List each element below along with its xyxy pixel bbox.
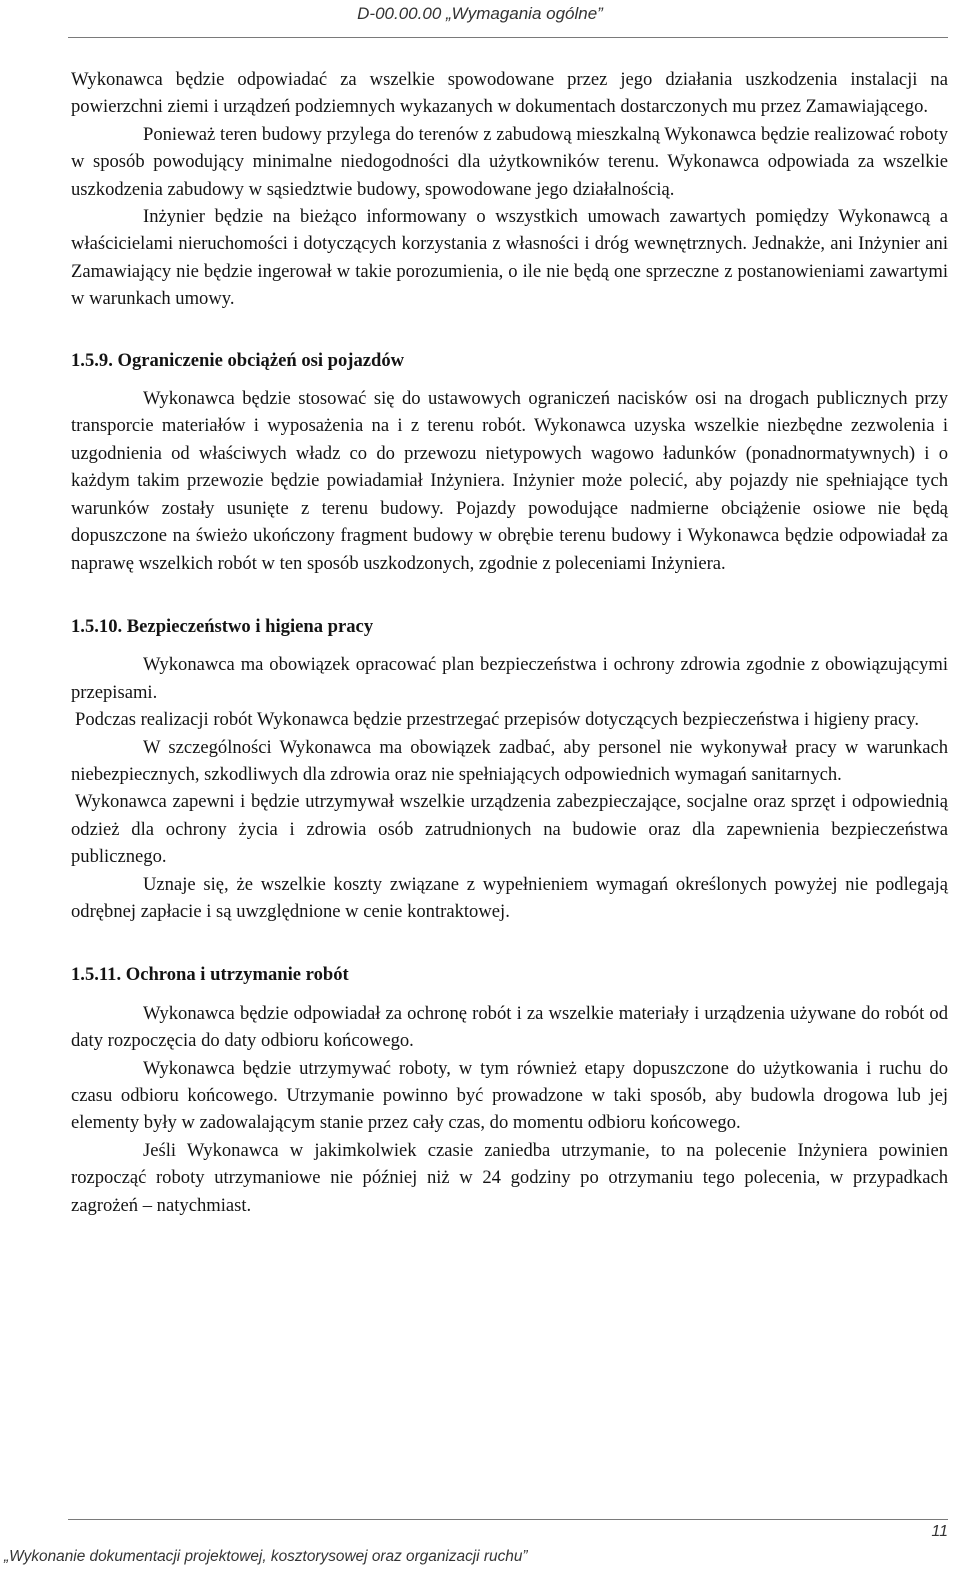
intro-paragraph-2: Ponieważ teren budowy przylega do terenów z zabudową mieszkalną Wykonawca będzie realizować roboty w sposób powodujący minimalne niedogodności dla użytkowników terenu. Wykonawca odpowiada za wszelkie uszkodzenia zabudowy w sąsiedztwie budowy, spowodowane jego działalnością. — [71, 123, 948, 200]
section-1-5-11-paragraph-2: Wykonawca będzie utrzymywać roboty, w tym również etapy dopuszczone do użytkowania i ruchu do czasu odbioru końcowego. Utrzymanie powinno być prowadzone w taki sposób, aby budowla drogowa lub jej elementy były w zadowalającym stanie przez cały czas, do momentu odbioru końcowego. — [71, 1057, 948, 1134]
section-1-5-11-paragraph-1: Wykonawca będzie odpowiadał za ochronę robót i za wszelkie materiały i urządzenia używane do robót od daty rozpoczęcia do daty odbioru końcowego. — [71, 1002, 948, 1052]
footer-divider — [68, 1519, 948, 1520]
section-1-5-10-paragraph-1: Wykonawca ma obowiązek opracować plan bezpieczeństwa i ochrony zdrowia zgodnie z obowiązującymi przepisami. — [71, 654, 948, 703]
section-1-5-11-paragraph-3: Jeśli Wykonawca w jakimkolwiek czasie zaniedba utrzymanie, to na polecenie Inżyniera powinien rozpocząć roboty utrzymaniowe nie później niż w 24 godziny po otrzymaniu tego polecenia, w przypadkach zagrożeń – natychmiast. — [71, 1139, 948, 1216]
section-1-5-10-paragraph-5: Uznaje się, że wszelkie koszty związane z wypełnieniem wymagań określonych powyżej nie podlegają odrębnej zapłacie i są uwzględnione w cenie kontraktowej. — [71, 873, 948, 922]
section-heading-1-5-10: 1.5.10. Bezpieczeństwo i higiena pracy — [71, 615, 374, 637]
section-1-5-9-paragraph: Wykonawca będzie stosować się do ustawowych ograniczeń nacisków osi na drogach publicznych przy transporcie materiałów i wyposażenia na i z terenu robót. Wykonawca uzyska wszelkie niezbędne zezwolenia i uzgodnienia od właściwych władz co do przewozu nietypowych wagowo ładunków (ponadnormatywnych) i o każdym takim przewozie będzie powiadamiał Inżyniera. Inżynier może polecić, aby pojazdy nie spełniające tych warunków zostały usunięte z terenu budowy. Pojazdy powodujące nadmierne obciążenie osiowe nie będą dopuszczone na świeżo ukończony fragment budowy w obrębie terenu budowy i Wykonawca będzie odpowiadał za naprawę wszelkich robót w ten sposób uszkodzonych, zgodnie z poleceniami Inżyniera. — [71, 388, 948, 574]
page-number: 11 — [931, 1523, 948, 1540]
section-heading-1-5-9: 1.5.9. Ograniczenie obciążeń osi pojazdów — [71, 349, 405, 371]
section-1-5-10-paragraph-4: Wykonawca zapewni i będzie utrzymywał wszelkie urządzenia zabezpieczające, socjalne oraz sprzęt i odpowiednią odzież dla ochrony życia i zdrowia osób zatrudnionych na budowie oraz dla zapewnienia bezpieczeństwa publicznego. — [71, 791, 948, 868]
header-divider — [68, 37, 948, 38]
intro-paragraph-3: Inżynier będzie na bieżąco informowany o wszystkich umowach zawartych pomiędzy Wykonawcą a właścicielami nieruchomości i dotyczących korzystania z własności i dróg wewnętrznych. Jednakże, ani Inżynier ani Zamawiający nie będzie ingerował w takie porozumienia, o ile nie będą one sprzeczne z postanowieniami zawartymi w warunkach umowy. — [71, 206, 948, 310]
section-1-5-10-paragraph-3: W szczególności Wykonawca ma obowiązek zadbać, aby personel nie wykonywał pracy w warunkach niebezpiecznych, szkodliwych dla zdrowia oraz nie spełniających odpowiednich wymagań sanitarnych. — [71, 736, 948, 785]
section-1-5-10-paragraph-2: Podczas realizacji robót Wykonawca będzie przestrzegać przepisów dotyczących bezpieczeństwa i higieny pracy. — [75, 709, 919, 731]
footer-project-title: „Wykonanie dokumentacji projektowej, kosztorysowej oraz organizacji ruchu” — [4, 1548, 528, 1565]
intro-paragraph-1: Wykonawca będzie odpowiadać za wszelkie spowodowane przez jego działania uszkodzenia instalacji na powierzchni ziemi i urządzeń podziemnych wykazanych w dokumentach dostarczonych mu przez Zamawiającego. — [71, 69, 948, 118]
document-body — [71, 66, 948, 1219]
section-heading-1-5-11: 1.5.11. Ochrona i utrzymanie robót — [71, 964, 349, 986]
page-header: D-00.00.00 „Wymagania ogólne” — [357, 4, 603, 23]
